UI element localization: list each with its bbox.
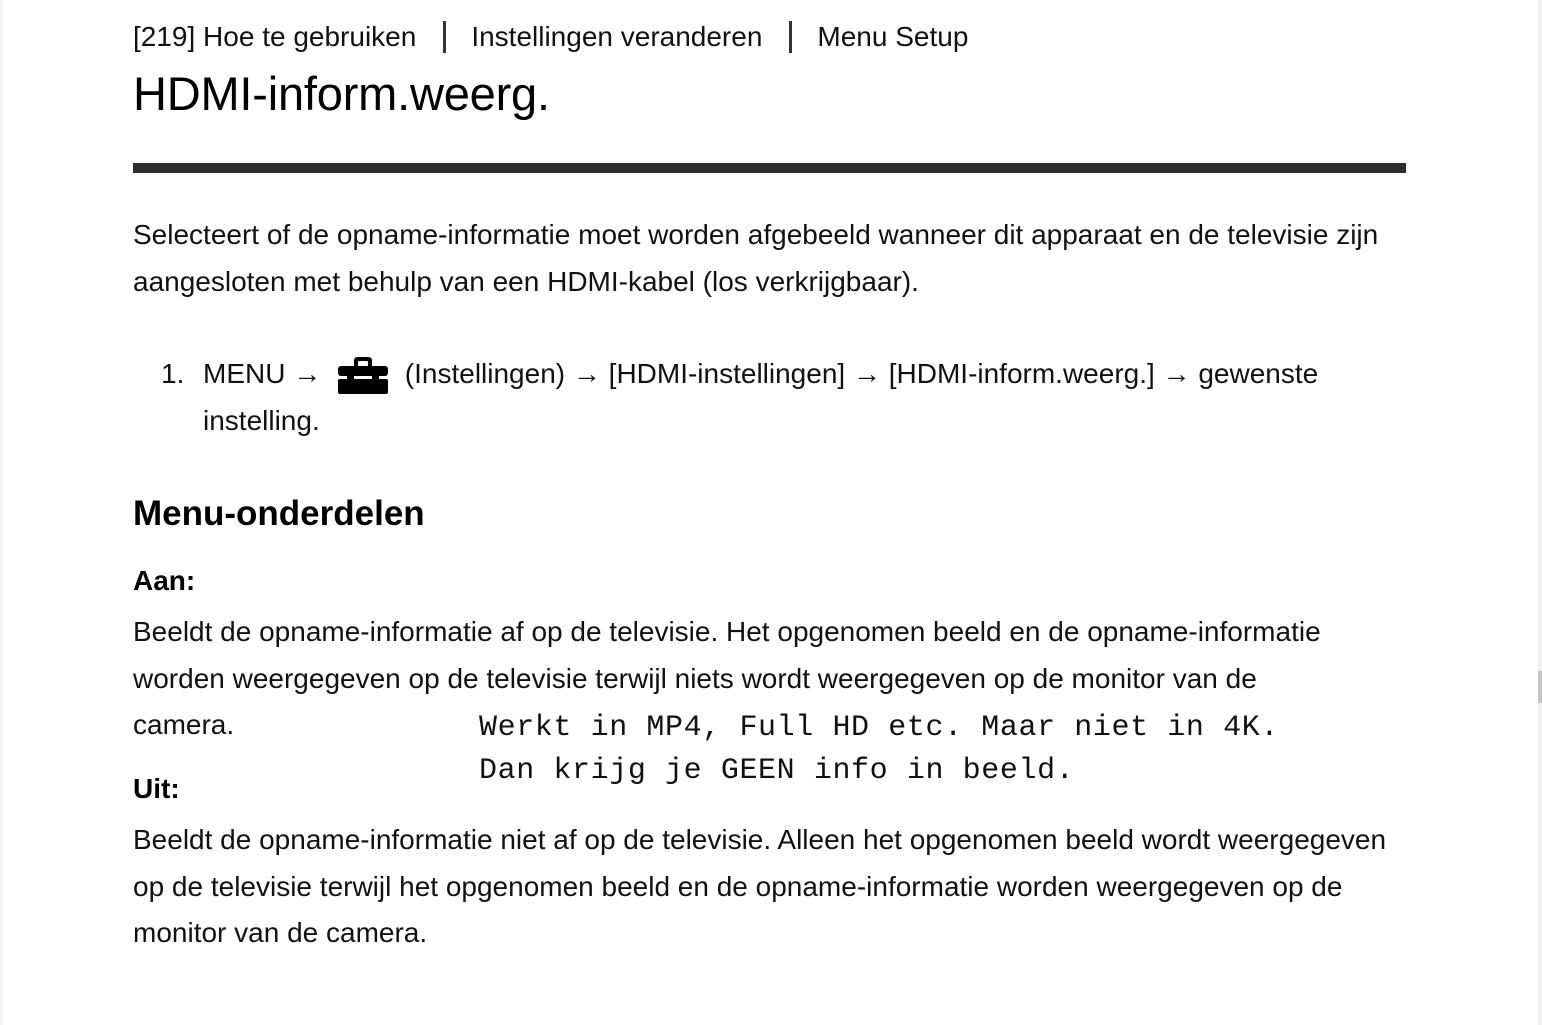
handwritten-annotation	[479, 707, 1279, 793]
page-title: HDMI-inform.weerg.	[133, 67, 550, 120]
section-heading: Menu-onderdelen	[133, 494, 425, 533]
vertical-scrollbar[interactable]	[1538, 0, 1542, 1025]
option-description-aan: Beeldt de opname-informatie af op de televisie. Het opgenomen beeld en de opname-informatie worden weergegeven op de televisie terwijl niets wordt weergegeven op de monitor van de camera.	[133, 616, 1321, 740]
option-term-aan: Aan:	[133, 565, 196, 596]
breadcrumb-item-menu-setup[interactable]: Menu Setup	[817, 21, 969, 52]
step-number: 1.	[161, 358, 185, 389]
toolbox-icon	[337, 356, 389, 394]
scrollbar-thumb[interactable]	[1538, 671, 1542, 703]
step-list	[133, 351, 1406, 444]
breadcrumb-separator	[789, 21, 792, 53]
breadcrumb-separator	[443, 21, 446, 53]
option-term-uit: Uit:	[133, 773, 180, 804]
intro-paragraph: Selecteert of de opname-informatie moet worden afgebeeld wanneer dit apparaat en de televisie zijn aangesloten met behulp van een HDMI-kabel (los verkrijgbaar).	[133, 219, 1379, 297]
step-prefix: MENU →	[203, 358, 322, 389]
title-divider	[133, 163, 1406, 173]
window-left-edge	[0, 0, 3, 1025]
breadcrumb	[133, 19, 968, 55]
step-suffix: (Instellingen) → [HDMI-instellingen] → [HDMI-inform.weerg.] → gewenste instelling.	[203, 358, 1319, 436]
annotation-line-2: Dan krijg je GEEN info in beeld.	[479, 754, 1075, 788]
breadcrumb-item-change-settings[interactable]: Instellingen veranderen	[471, 21, 763, 52]
option-description-uit: Beeldt de opname-informatie niet af op de televisie. Alleen het opgenomen beeld wordt weergegeven op de televisie terwijl het opgenomen beeld en de opname-informatie worden weergegeven op de monitor van de camera.	[133, 824, 1387, 948]
breadcrumb-item-how-to-use[interactable]: [219] Hoe te gebruiken	[133, 21, 417, 52]
step-item	[133, 351, 1406, 444]
annotation-line-1: Werkt in MP4, Full HD etc. Maar niet in 4K.	[479, 711, 1279, 745]
